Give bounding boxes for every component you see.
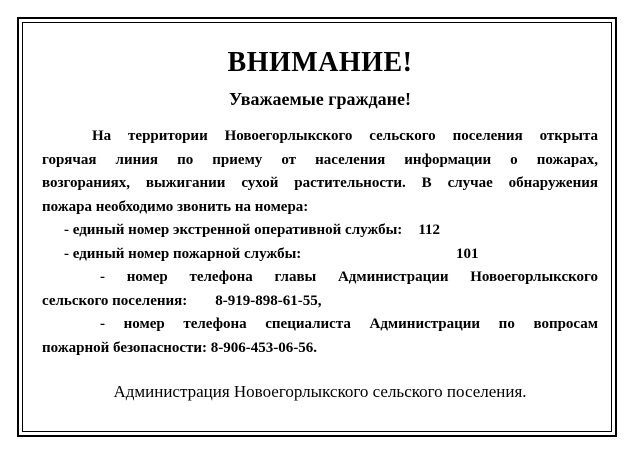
paragraph-line: пожара необходимо звонить на номера: — [42, 198, 309, 215]
paragraph-line: На территории Новоегорлыкского сельского поселения открыта — [92, 128, 598, 144]
specialist-phone-line1: - номер телефона специалиста Администрации по вопросам — [100, 316, 598, 332]
notice-subtitle: Уважаемые граждане! — [229, 89, 411, 109]
fire-number: 101 — [456, 245, 479, 262]
head-phone-line2 — [42, 290, 598, 314]
notice-body — [42, 125, 598, 360]
fire-label: - единый номер пожарной службы: — [64, 245, 302, 262]
paragraph-line: возгораниях, выжигании сухой растительности. В случае обнаружения — [42, 175, 598, 191]
head-number: 8-919-898-61-55, — [215, 292, 322, 309]
fire-phone-row — [42, 243, 598, 267]
paragraph-line: горячая линия по приему от населения информации о пожарах, — [42, 151, 598, 168]
specialist-phone-line2: пожарной безопасности: 8-906-453-06-56. — [42, 339, 318, 356]
emergency-label: - единый номер экстренной оперативной службы: — [64, 222, 403, 238]
emergency-phone-row — [42, 219, 598, 243]
head-label: сельского поселения: — [42, 292, 188, 309]
emergency-number: 112 — [418, 222, 440, 238]
notice-title: ВНИМАНИЕ! — [227, 47, 413, 78]
head-phone-line1: - номер телефона главы Администрации Новоегорлыкского — [100, 269, 598, 285]
notice-footer: Администрация Новоегорлыкского сельского поселения. — [113, 382, 527, 401]
